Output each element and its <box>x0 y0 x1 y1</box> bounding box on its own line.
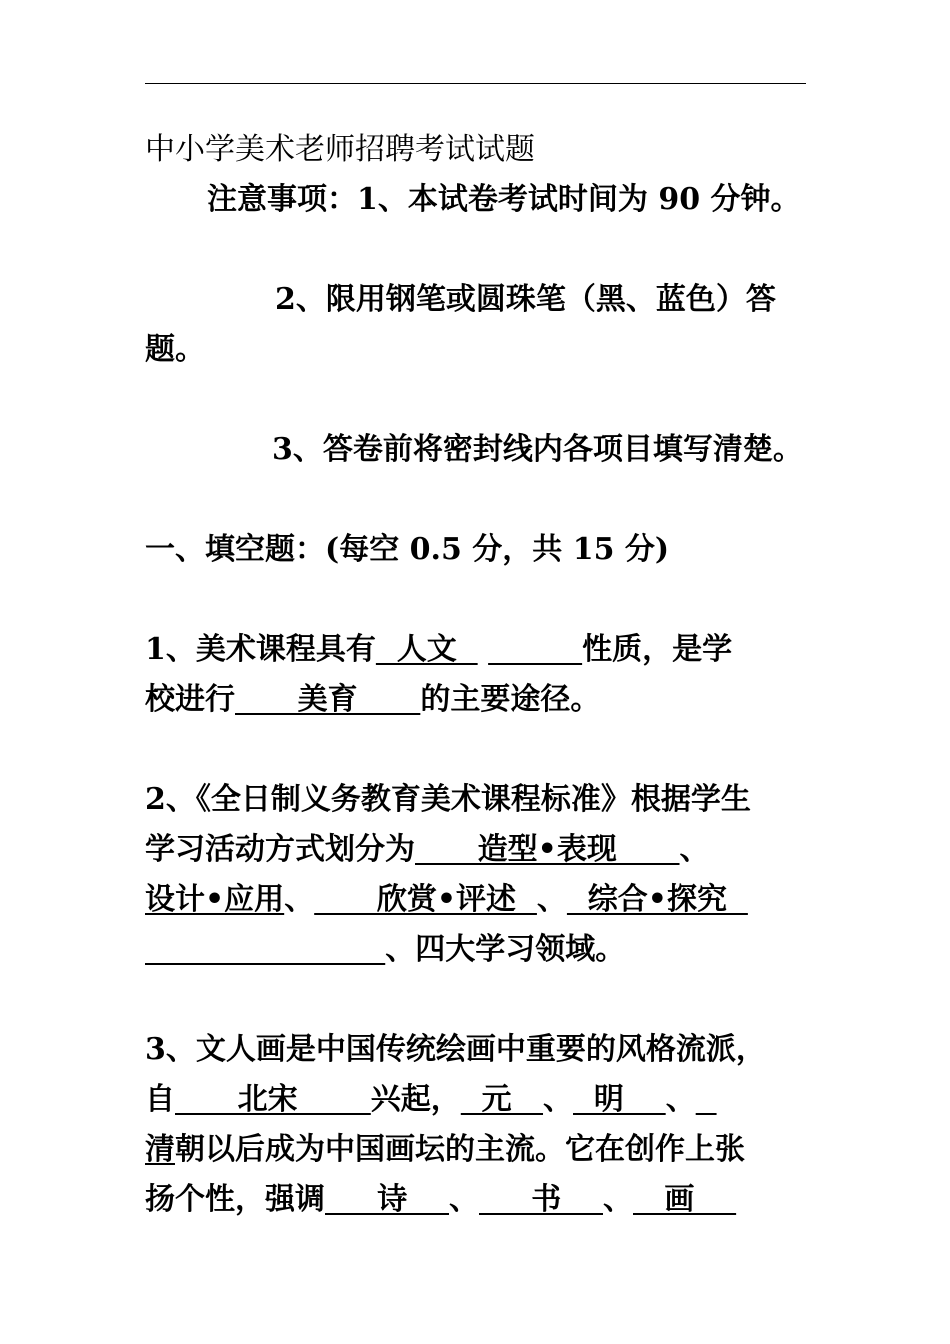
exam-title: 中小学美术老师招聘考试试题 <box>145 132 535 167</box>
answer-blank <box>488 632 582 667</box>
spacer <box>145 475 815 525</box>
answer-blank: 画 <box>633 1182 737 1217</box>
question-text: 朝以后成为中国画坛的主流。它在创作上张 <box>175 1132 745 1167</box>
question-text: 、 <box>543 1082 574 1117</box>
question-1-line-2 <box>145 675 815 725</box>
spacer <box>145 725 815 775</box>
question-text: 、 <box>536 882 567 917</box>
answer-blank: 欣赏•评述 <box>314 882 537 917</box>
answer-blank: 元 <box>460 1082 544 1117</box>
answer-blank: 诗 <box>325 1182 449 1217</box>
header-rule <box>145 83 806 84</box>
answer-blank: 综合•探究 <box>566 882 748 917</box>
question-text: 、 <box>665 1082 696 1117</box>
spacer <box>145 575 815 625</box>
note-2: 2、限用钢笔或圆珠笔（黑、蓝色）答 <box>275 282 776 317</box>
note-2-continued: 题。 <box>145 332 205 367</box>
answer-blank: 书 <box>479 1182 603 1217</box>
question-2-line-4 <box>145 925 815 975</box>
question-2-line-2 <box>145 825 815 875</box>
exam-page <box>145 125 815 1225</box>
question-1-line-1 <box>145 625 815 675</box>
question-text: 、 <box>284 882 315 917</box>
question-2-line-3 <box>145 875 815 925</box>
answer-blank: 美育 <box>235 682 421 717</box>
spacer <box>145 375 815 425</box>
note-3: 3、答卷前将密封线内各项目填写清楚。 <box>272 432 803 467</box>
note-1: 注意事项：1、本试卷考试时间为 90 分钟。 <box>207 182 801 217</box>
question-text: 的主要途径。 <box>420 682 601 717</box>
spacer <box>145 975 815 1025</box>
question-text: 、 <box>603 1182 633 1217</box>
question-text: 、 <box>449 1182 479 1217</box>
question-3-line-1: 3、文人画是中国传统绘画中重要的风格流派， <box>145 1032 766 1067</box>
section-heading: 一、填空题：(每空 0.5 分，共 15 分) <box>145 532 670 567</box>
question-text: 、 <box>679 832 710 867</box>
answer-blank <box>696 1082 717 1117</box>
answer-blank: 人文 <box>375 632 478 667</box>
answer-blank <box>145 932 385 967</box>
question-text: 校进行 <box>145 682 235 717</box>
question-text: 性质，是学 <box>582 632 733 667</box>
spacer <box>145 225 815 275</box>
question-text: 扬个性，强调 <box>145 1182 325 1217</box>
answer-blank: 设计•应用 <box>145 882 285 917</box>
question-text: 、四大学习领域。 <box>385 932 626 967</box>
answer-blank: 明 <box>573 1082 666 1117</box>
question-3-line-4 <box>145 1175 815 1225</box>
question-text: 学习活动方式划分为 <box>145 832 415 867</box>
question-text: 自 <box>145 1082 175 1117</box>
question-3-line-2 <box>145 1075 815 1125</box>
answer-blank: 造型•表现 <box>415 832 680 867</box>
answer-blank: 清 <box>145 1132 175 1167</box>
question-2-line-1: 2、《全日制义务教育美术课程标准》根据学生 <box>145 782 751 817</box>
question-text: 兴起， <box>370 1082 461 1117</box>
question-text: 1、美术课程具有 <box>145 632 376 667</box>
answer-blank: 北宋 <box>175 1082 371 1117</box>
question-3-line-3 <box>145 1125 815 1175</box>
